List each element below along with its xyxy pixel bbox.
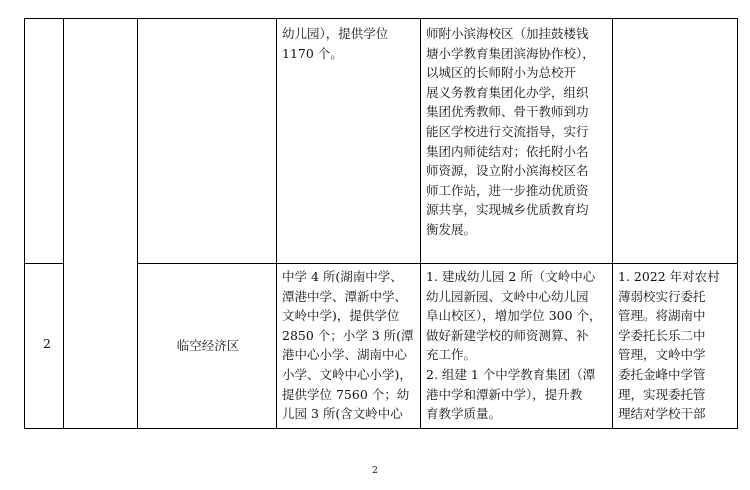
row2-capacity-cell: 中学 4 所(湖南中学、 潭港中学、潭新中学、 文岭中学)，提供学位 2850 个；小学 3 所(潭 港中心小学、湖南中心 小学、文岭中心小学)， 提供学位 7560 个；幼 儿园 3 所(含文岭中心 [282, 269, 414, 422]
column-divider [63, 18, 64, 429]
column-divider [276, 18, 277, 429]
row2-region: 临空经济区 [176, 338, 240, 353]
row1-capacity-cell: 幼儿园），提供学位 1170 个。 [282, 26, 389, 61]
row-divider [24, 263, 63, 264]
row2-measures-cell: 1. 建成幼儿园 2 所（文岭中心 幼儿园新园、文岭中心幼儿园 阜山校区），增加学位 300 个， 做好新建学校的师资测算、补 充工作。 2. 组建 1 个中学教育集团（潭 港中学和潭新中学），提升教 育教学质量。 [426, 269, 602, 422]
column-divider [137, 18, 138, 429]
row1-measures-cell: 师附小滨海校区（加挂鼓楼钱 塘小学教育集团滨海协作校）， 以城区的长师附小为总校开 展义务教育集团化办学，组织 集团优秀教师、骨干教师到功 能区学校进行交流指导，实行 集团内师徒结对；依托附小名 师资源，设立附小滨海校区名 师工作站，进一步推动优质资 源共享，实现城乡优质教育均 衡发展。 [426, 26, 595, 237]
row2-management-cell: 1. 2022 年对农村 薄弱校实行委托 管理。将湖南中 学委托长乐二中 管理，文岭中学 委托金峰中学管 理，实现委托管 理结对学校干部 [618, 269, 720, 422]
table-bottom-border [24, 428, 738, 429]
table-left-border [24, 18, 25, 429]
column-divider [612, 18, 613, 429]
row-divider [137, 263, 738, 264]
table-right-border [737, 18, 738, 429]
page-number: 2 [372, 466, 378, 476]
table-top-border [24, 18, 738, 19]
column-divider [420, 18, 421, 429]
row2-number: 2 [43, 336, 51, 351]
